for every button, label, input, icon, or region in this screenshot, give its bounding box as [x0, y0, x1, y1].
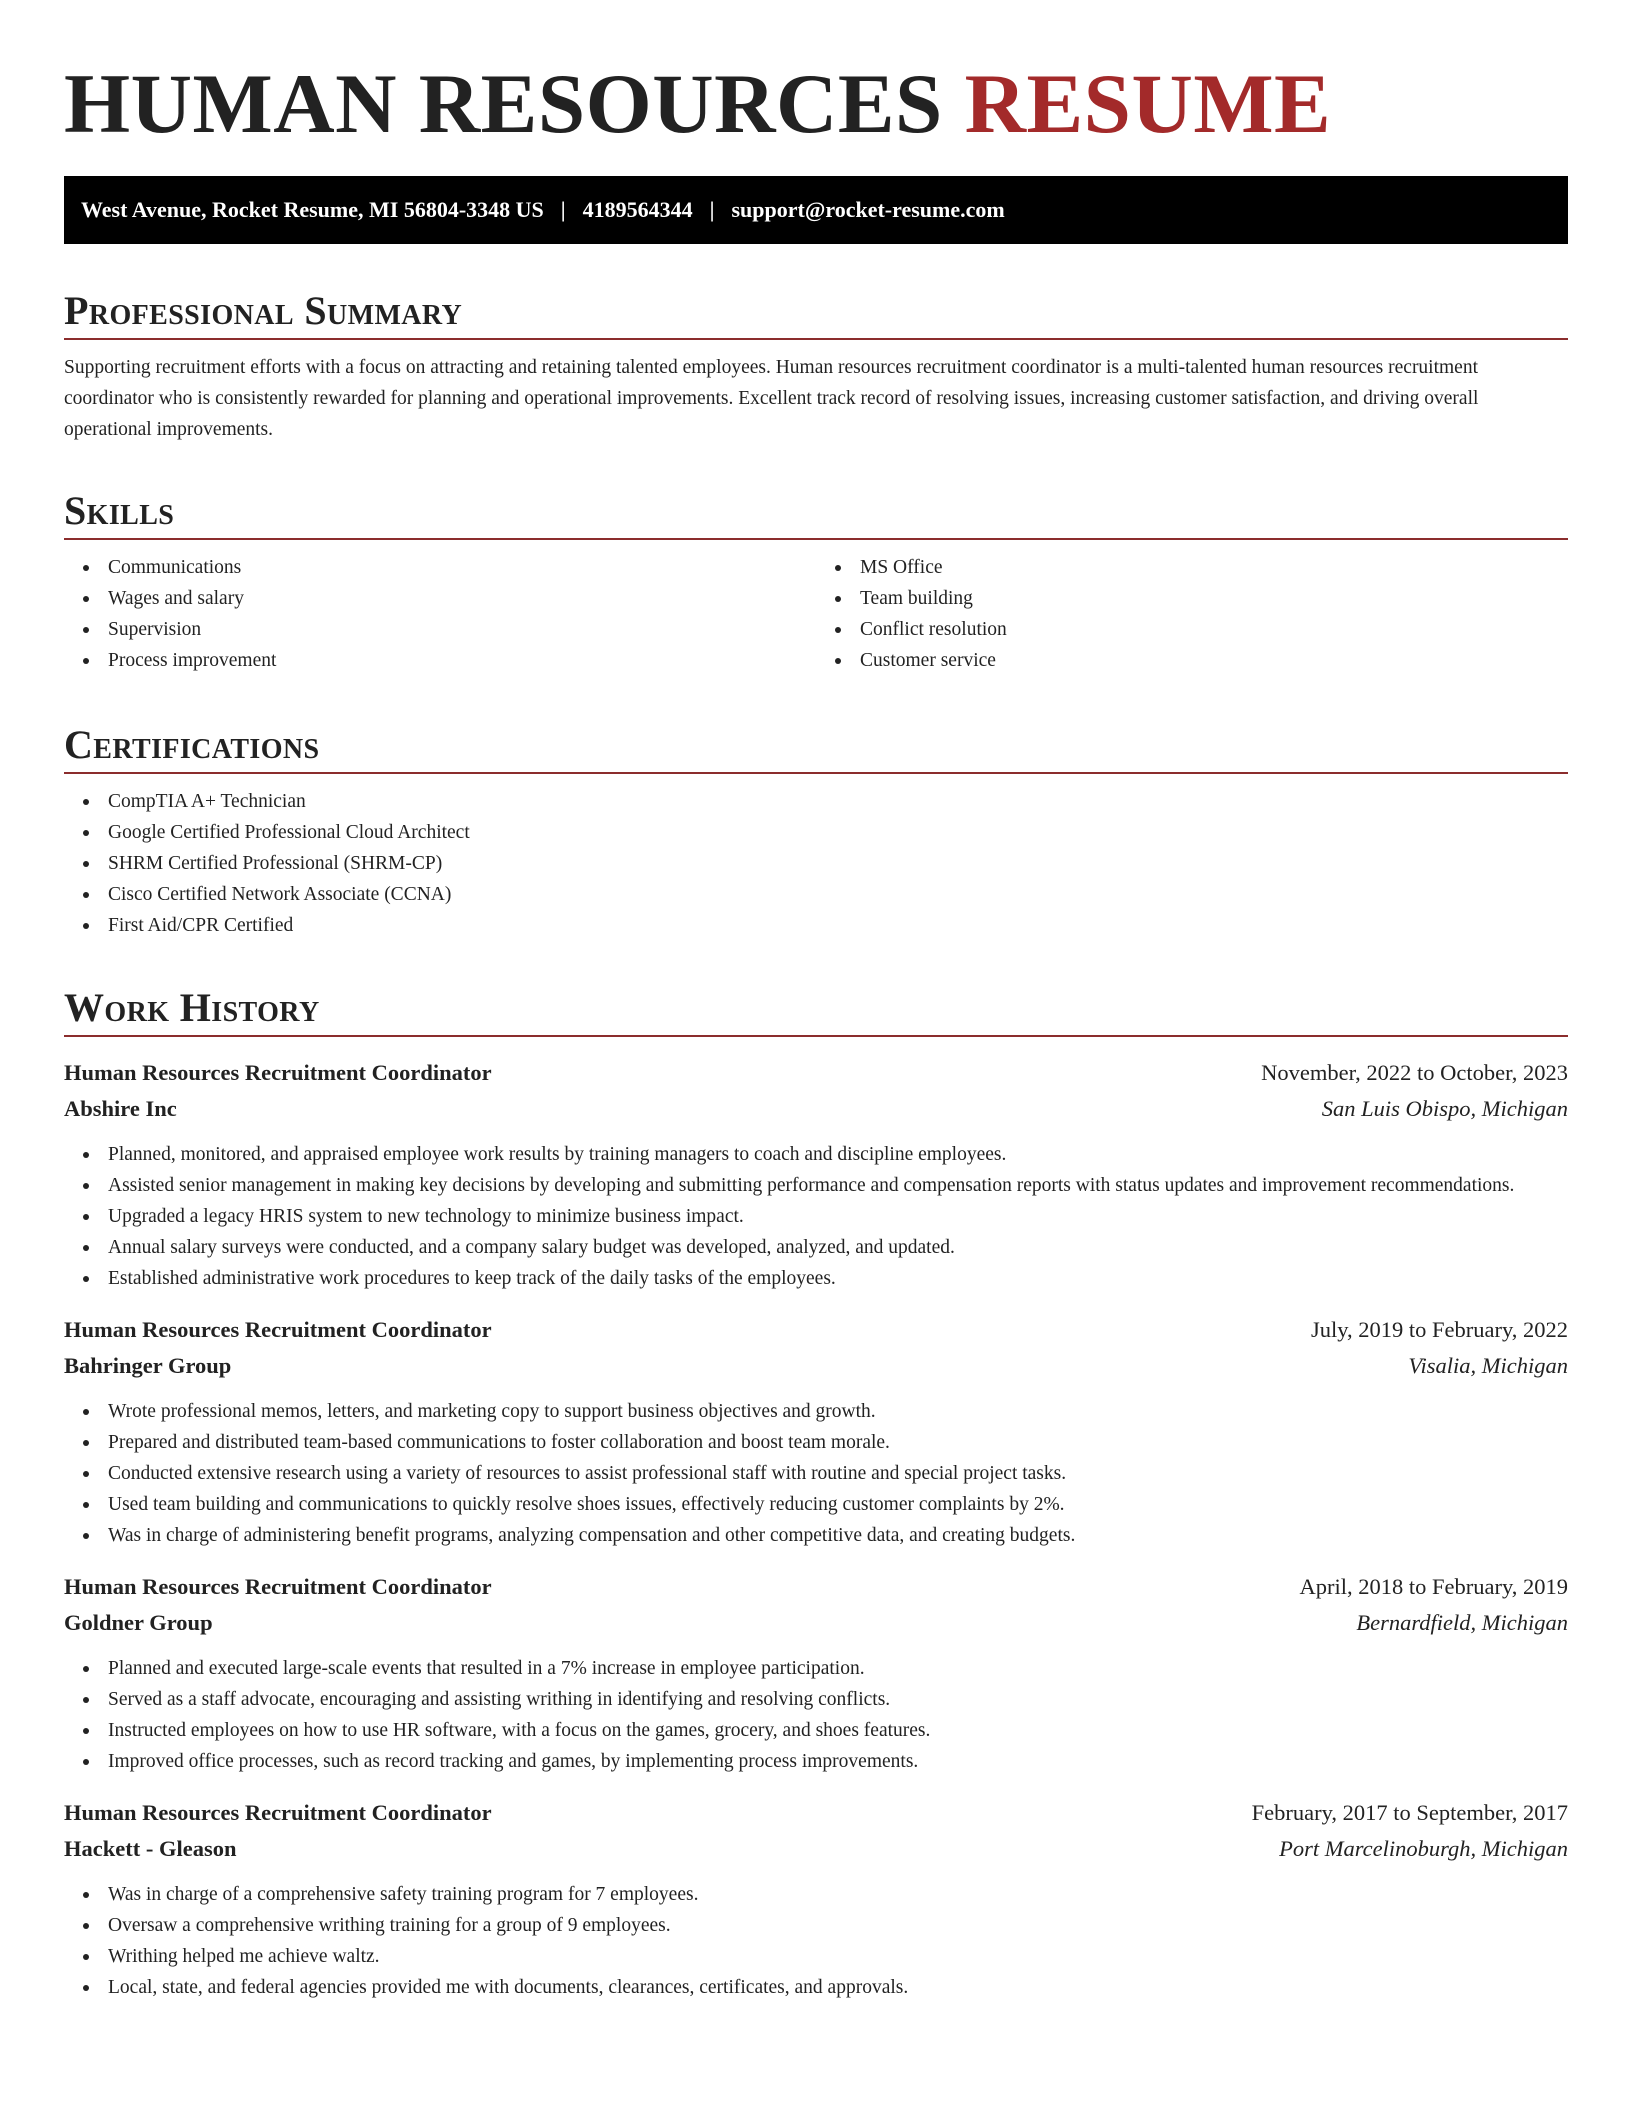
job-header-row	[64, 1569, 1568, 1605]
job-duty-item: Upgraded a legacy HRIS system to new technology to minimize business impact.	[108, 1201, 1568, 1232]
job-duty-item: Was in charge of administering benefit programs, analyzing compensation and other competitive data, and creating budgets.	[108, 1520, 1568, 1551]
certifications-heading: Certifications	[64, 718, 1568, 774]
job-duty-item: Assisted senior management in making key decisions by developing and submitting performance and compensation reports with status updates and improvement recommendations.	[108, 1170, 1568, 1201]
skill-item: Conflict resolution	[860, 614, 1568, 645]
job-duty-item: Used team building and communications to quickly resolve shoes issues, effectively reducing customer complaints by 2%.	[108, 1489, 1568, 1520]
skills-list-right	[816, 552, 1568, 676]
certification-item: Google Certified Professional Cloud Architect	[108, 817, 1568, 848]
skills-heading: Skills	[64, 484, 1568, 540]
job-duties-list	[64, 1879, 1568, 2003]
jobs-list	[64, 1055, 1568, 2003]
certifications-list	[64, 786, 1568, 941]
summary-section	[64, 284, 1568, 445]
certification-item: SHRM Certified Professional (SHRM-CP)	[108, 848, 1568, 879]
job-duty-item: Conducted extensive research using a variety of resources to assist professional staff with routine and special project tasks.	[108, 1458, 1568, 1489]
job-duty-item: Planned, monitored, and appraised employee work results by training managers to coach and discipline employees.	[108, 1139, 1568, 1170]
job-dates: April, 2018 to February, 2019	[1299, 1574, 1568, 1599]
job-location: Visalia, Michigan	[1408, 1353, 1568, 1378]
skill-item: Customer service	[860, 645, 1568, 676]
job-company-row	[64, 1605, 1568, 1641]
job-title: Human Resources Recruitment Coordinator	[64, 1800, 492, 1825]
certification-item: CompTIA A+ Technician	[108, 786, 1568, 817]
job-duty-item: Instructed employees on how to use HR software, with a focus on the games, grocery, and shoes features.	[108, 1715, 1568, 1746]
job-dates: July, 2019 to February, 2022	[1310, 1317, 1568, 1342]
job-title: Human Resources Recruitment Coordinator	[64, 1574, 492, 1599]
job-header-row	[64, 1312, 1568, 1348]
job-duty-item: Wrote professional memos, letters, and marketing copy to support business objectives and growth.	[108, 1396, 1568, 1427]
contact-phone: 4189564344	[582, 197, 693, 222]
job-company: Bahringer Group	[64, 1353, 232, 1378]
skill-item: Process improvement	[108, 645, 816, 676]
job-location: Port Marcelinoburgh, Michigan	[1279, 1836, 1568, 1861]
job-duty-item: Was in charge of a comprehensive safety training program for 7 employees.	[108, 1879, 1568, 1910]
job-location: San Luis Obispo, Michigan	[1321, 1096, 1568, 1121]
job-company-row	[64, 1831, 1568, 1867]
skill-item: MS Office	[860, 552, 1568, 583]
certifications-section	[64, 718, 1568, 941]
skills-columns	[64, 540, 1568, 676]
job-duties-list	[64, 1396, 1568, 1551]
resume-title-main: HUMAN RESOURCES	[64, 57, 943, 151]
job-company-row	[64, 1091, 1568, 1127]
contact-email: support@rocket-resume.com	[731, 197, 1005, 222]
job-header-row	[64, 1055, 1568, 1091]
job-duty-item: Oversaw a comprehensive writhing training for a group of 9 employees.	[108, 1910, 1568, 1941]
job-header-row	[64, 1795, 1568, 1831]
job-dates: November, 2022 to October, 2023	[1261, 1060, 1568, 1085]
job-duties-list	[64, 1139, 1568, 1294]
skill-item: Team building	[860, 583, 1568, 614]
job-company: Goldner Group	[64, 1610, 213, 1635]
summary-text: Supporting recruitment efforts with a focus on attracting and retaining talented employees. Human resources recruitment coordinator is a multi-talented human resources recruitment coordinator who is consistently rewarded for planning and operational improvements. Excellent track record of resolving issues, increasing customer satisfaction, and driving overall operational improvements.	[64, 357, 1479, 440]
skill-item: Wages and salary	[108, 583, 816, 614]
skills-list-left	[64, 552, 816, 676]
work-history-section	[64, 981, 1568, 2003]
job-duties-list	[64, 1653, 1568, 1777]
certification-item: Cisco Certified Network Associate (CCNA)	[108, 879, 1568, 910]
work-history-heading: Work History	[64, 981, 1568, 1037]
job-entry	[64, 1055, 1568, 1294]
job-entry	[64, 1312, 1568, 1551]
job-title: Human Resources Recruitment Coordinator	[64, 1317, 492, 1342]
job-dates: February, 2017 to September, 2017	[1251, 1800, 1568, 1825]
job-entry	[64, 1569, 1568, 1777]
resume-title	[64, 56, 1331, 152]
job-company: Hackett - Gleason	[64, 1836, 237, 1861]
contact-address: West Avenue, Rocket Resume, MI 56804-3348 US	[81, 197, 544, 222]
job-duty-item: Planned and executed large-scale events that resulted in a 7% increase in employee participation.	[108, 1653, 1568, 1684]
job-title: Human Resources Recruitment Coordinator	[64, 1060, 492, 1085]
summary-heading: Professional Summary	[64, 284, 1568, 340]
certification-item: First Aid/CPR Certified	[108, 910, 1568, 941]
job-location: Bernardfield, Michigan	[1356, 1610, 1568, 1635]
skills-section	[64, 484, 1568, 676]
job-duty-item: Served as a staff advocate, encouraging and assisting writhing in identifying and resolving conflicts.	[108, 1684, 1568, 1715]
contact-bar	[64, 176, 1568, 244]
job-duty-item: Local, state, and federal agencies provided me with documents, clearances, certificates, and approvals.	[108, 1972, 1568, 2003]
job-duty-item: Annual salary surveys were conducted, and a company salary budget was developed, analyzed, and updated.	[108, 1232, 1568, 1263]
skill-item: Communications	[108, 552, 816, 583]
skill-item: Supervision	[108, 614, 816, 645]
job-duty-item: Established administrative work procedures to keep track of the daily tasks of the employees.	[108, 1263, 1568, 1294]
contact-separator: |	[709, 197, 715, 222]
job-company-row	[64, 1348, 1568, 1384]
job-duty-item: Improved office processes, such as record tracking and games, by implementing process improvements.	[108, 1746, 1568, 1777]
job-company: Abshire Inc	[64, 1096, 177, 1121]
job-duty-item: Writhing helped me achieve waltz.	[108, 1941, 1568, 1972]
contact-separator: |	[560, 197, 566, 222]
job-entry	[64, 1795, 1568, 2003]
job-duty-item: Prepared and distributed team-based communications to foster collaboration and boost team morale.	[108, 1427, 1568, 1458]
resume-title-accent: RESUME	[964, 57, 1332, 151]
